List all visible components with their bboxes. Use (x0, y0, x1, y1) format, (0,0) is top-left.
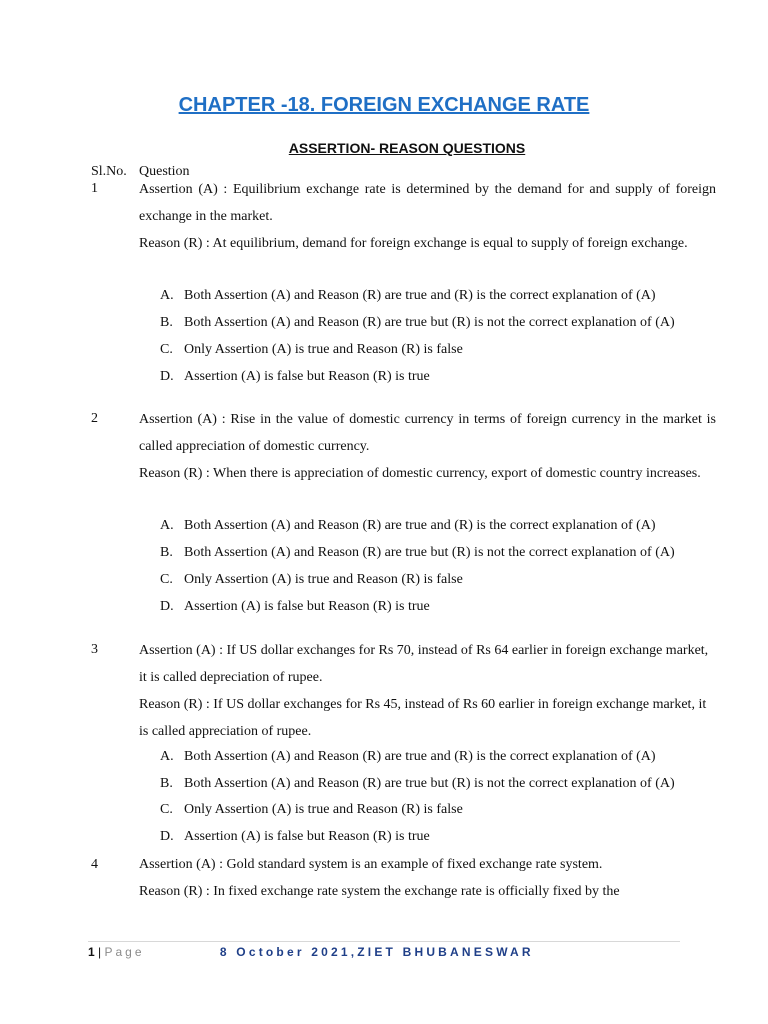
option-text: Assertion (A) is false but Reason (R) is true (184, 369, 430, 384)
footer-separator: | (98, 945, 102, 959)
question-number: 4 (91, 857, 98, 872)
option-text: Both Assertion (A) and Reason (R) are true but (R) is not the correct explanation of (A) (184, 545, 675, 560)
answer-option (160, 572, 463, 588)
question-number: 3 (91, 642, 98, 657)
option-text: Only Assertion (A) is true and Reason (R) is false (184, 342, 463, 357)
option-letter: A. (160, 518, 174, 533)
option-letter: B. (160, 776, 173, 791)
question-assertion: Assertion (A) : Equilibrium exchange rate is determined by the demand for and supply of foreign exchange in the market. (139, 182, 716, 224)
answer-option (160, 315, 675, 331)
option-text: Assertion (A) is false but Reason (R) is true (184, 599, 430, 614)
page-number: 1 (88, 945, 95, 959)
option-letter: B. (160, 315, 173, 330)
option-letter: C. (160, 342, 173, 357)
column-header-question: Question (139, 164, 190, 179)
option-text: Both Assertion (A) and Reason (R) are true but (R) is not the correct explanation of (A) (184, 315, 675, 330)
question-number: 1 (91, 181, 98, 196)
footer-divider (88, 941, 680, 942)
answer-option (160, 749, 656, 765)
option-letter: C. (160, 572, 173, 587)
answer-option (160, 545, 675, 561)
answer-option (160, 599, 430, 615)
answer-option (160, 342, 463, 358)
section-title: ASSERTION- REASON QUESTIONS (288, 140, 526, 156)
question-number: 2 (91, 411, 98, 426)
option-text: Only Assertion (A) is true and Reason (R) is false (184, 572, 463, 587)
option-text: Assertion (A) is false but Reason (R) is true (184, 829, 430, 844)
answer-option (160, 518, 656, 534)
answer-option (160, 288, 656, 304)
column-header-number: Sl.No. (91, 164, 127, 179)
chapter-title: CHAPTER -18. FOREIGN EXCHANGE RATE (178, 94, 590, 116)
option-text: Both Assertion (A) and Reason (R) are true and (R) is the correct explanation of (A) (184, 518, 656, 533)
question-assertion: Assertion (A) : If US dollar exchanges for Rs 70, instead of Rs 64 earlier in foreign exchange market, it is called depreciation of rupee. (139, 643, 709, 685)
option-letter: D. (160, 599, 174, 614)
option-text: Only Assertion (A) is true and Reason (R) is false (184, 802, 463, 817)
option-text: Both Assertion (A) and Reason (R) are true but (R) is not the correct explanation of (A) (184, 776, 675, 791)
question-assertion: Assertion (A) : Rise in the value of domestic currency in terms of foreign currency in the market is called appreciation of domestic currency. (139, 412, 716, 454)
option-letter: B. (160, 545, 173, 560)
question-reason: Reason (R) : When there is appreciation of domestic currency, export of domestic country increases. (139, 466, 701, 481)
question-reason: Reason (R) : At equilibrium, demand for foreign exchange is equal to supply of foreign exchange. (139, 236, 688, 251)
option-letter: C. (160, 802, 173, 817)
answer-option (160, 369, 430, 385)
option-text: Both Assertion (A) and Reason (R) are true and (R) is the correct explanation of (A) (184, 288, 656, 303)
question-reason: Reason (R) : In fixed exchange rate system the exchange rate is officially fixed by the (139, 884, 620, 899)
option-letter: A. (160, 288, 174, 303)
option-letter: D. (160, 829, 174, 844)
page-label: Page (104, 945, 145, 959)
answer-option (160, 776, 675, 792)
option-text: Both Assertion (A) and Reason (R) are true and (R) is the correct explanation of (A) (184, 749, 656, 764)
page-footer (88, 945, 534, 959)
question-reason: Reason (R) : If US dollar exchanges for Rs 45, instead of Rs 60 earlier in foreign exchange market, it is called appreciation of rupee. (139, 697, 707, 739)
answer-option (160, 829, 430, 845)
footer-date: 8 October 2021,ZIET BHUBANESWAR (219, 945, 534, 959)
question-assertion: Assertion (A) : Gold standard system is an example of fixed exchange rate system. (139, 857, 603, 872)
option-letter: A. (160, 749, 174, 764)
option-letter: D. (160, 369, 174, 384)
answer-option (160, 802, 463, 818)
